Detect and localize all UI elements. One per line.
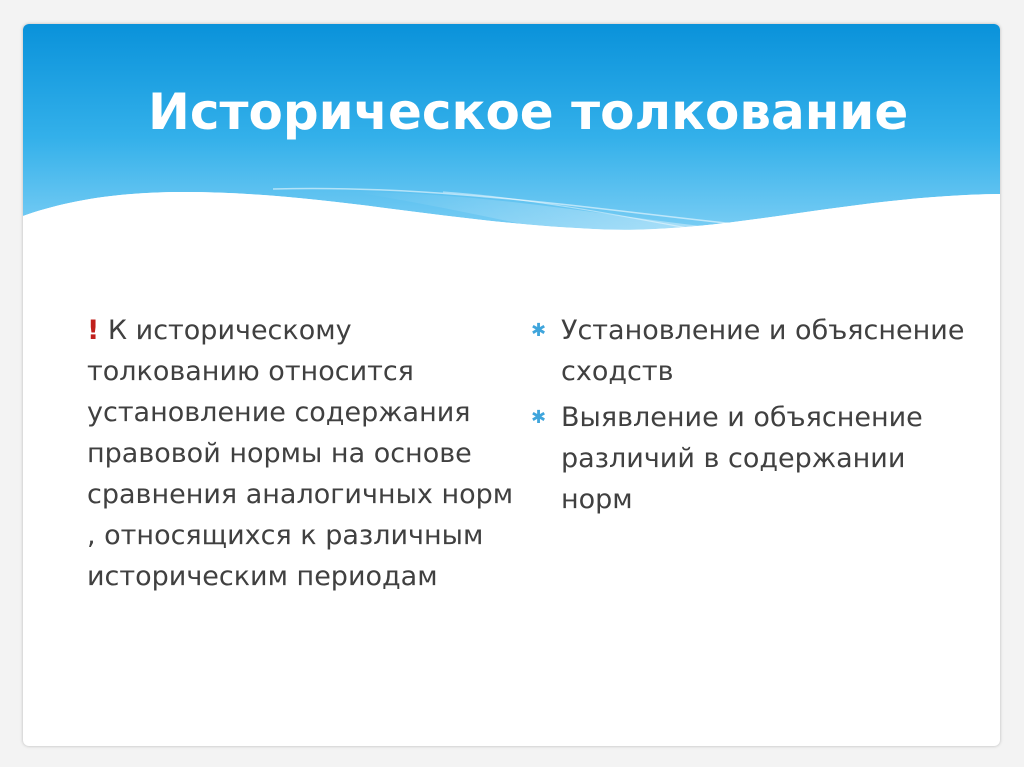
left-column-text <box>87 310 517 597</box>
asterisk-icon: ✱ <box>531 320 547 341</box>
slide <box>23 24 1000 746</box>
exclamation-mark: ! <box>87 315 100 346</box>
left-column-body: К историческому толкованию относится установление содержания правовой нормы на основе сравнения аналогичных норм , относящихся к различным историческим периодам <box>87 315 514 592</box>
bullet-text: Установление и объяснение сходств <box>561 315 965 387</box>
header-wave-background <box>23 24 1000 314</box>
right-column-bullets <box>531 310 971 525</box>
bullet-item <box>531 397 971 520</box>
asterisk-icon: ✱ <box>531 407 547 428</box>
bullet-item <box>531 310 971 392</box>
bullet-text: Выявление и объяснение различий в содержании норм <box>561 402 923 515</box>
slide-title: Историческое толкование <box>148 83 909 141</box>
